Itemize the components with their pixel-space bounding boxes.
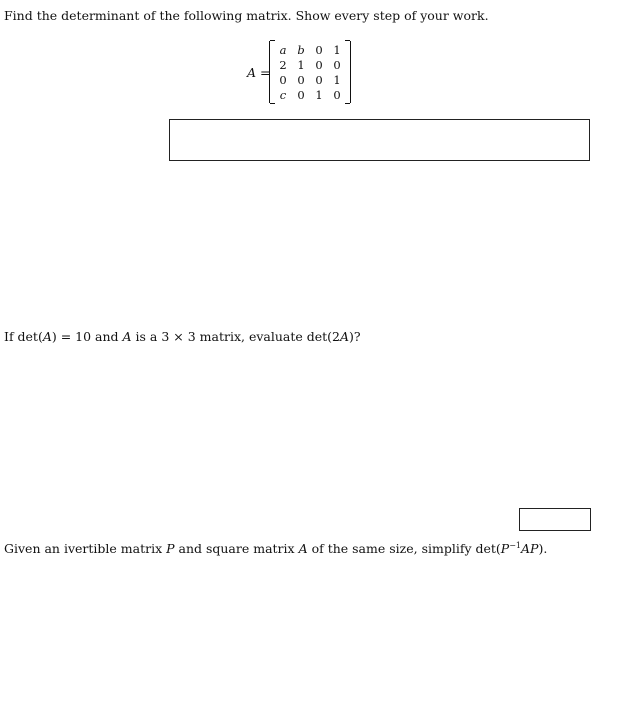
matrix-label: A = (247, 65, 271, 80)
matrix-cell: 0 (297, 87, 305, 102)
matrix-cell: 0 (315, 42, 323, 57)
question-3-text: Given an ivertible matrix P and square matrix A of the same size, simplify $\det(P^{-1}AP)$. (4, 541, 548, 557)
matrix-cell: 0 (297, 72, 305, 87)
matrix-cell: 1 (333, 72, 341, 87)
matrix-cell: 1 (333, 42, 341, 57)
question-1-text: Find the determinant of the following matrix. Show every step of your work. (4, 8, 489, 23)
matrix-cell: 1 (297, 57, 305, 72)
matrix-cell: 0 (279, 72, 287, 87)
matrix-cell: 0 (315, 57, 323, 72)
answer-box-2[interactable] (519, 508, 591, 531)
answer-box-1[interactable] (169, 119, 590, 161)
matrix-cell: 1 (315, 87, 323, 102)
matrix-cell: b (297, 42, 305, 57)
question-2-text: If det(A) = 10 and A is a 3 × 3 matrix, evaluate det(2A)? (4, 329, 361, 344)
matrix-cell: c (279, 87, 287, 102)
matrix-A (269, 41, 351, 103)
matrix-cell: 0 (333, 57, 341, 72)
matrix-cell: a (279, 42, 287, 57)
matrix-cell: 0 (333, 87, 341, 102)
matrix-cell: 0 (315, 72, 323, 87)
matrix-cell: 2 (279, 57, 287, 72)
